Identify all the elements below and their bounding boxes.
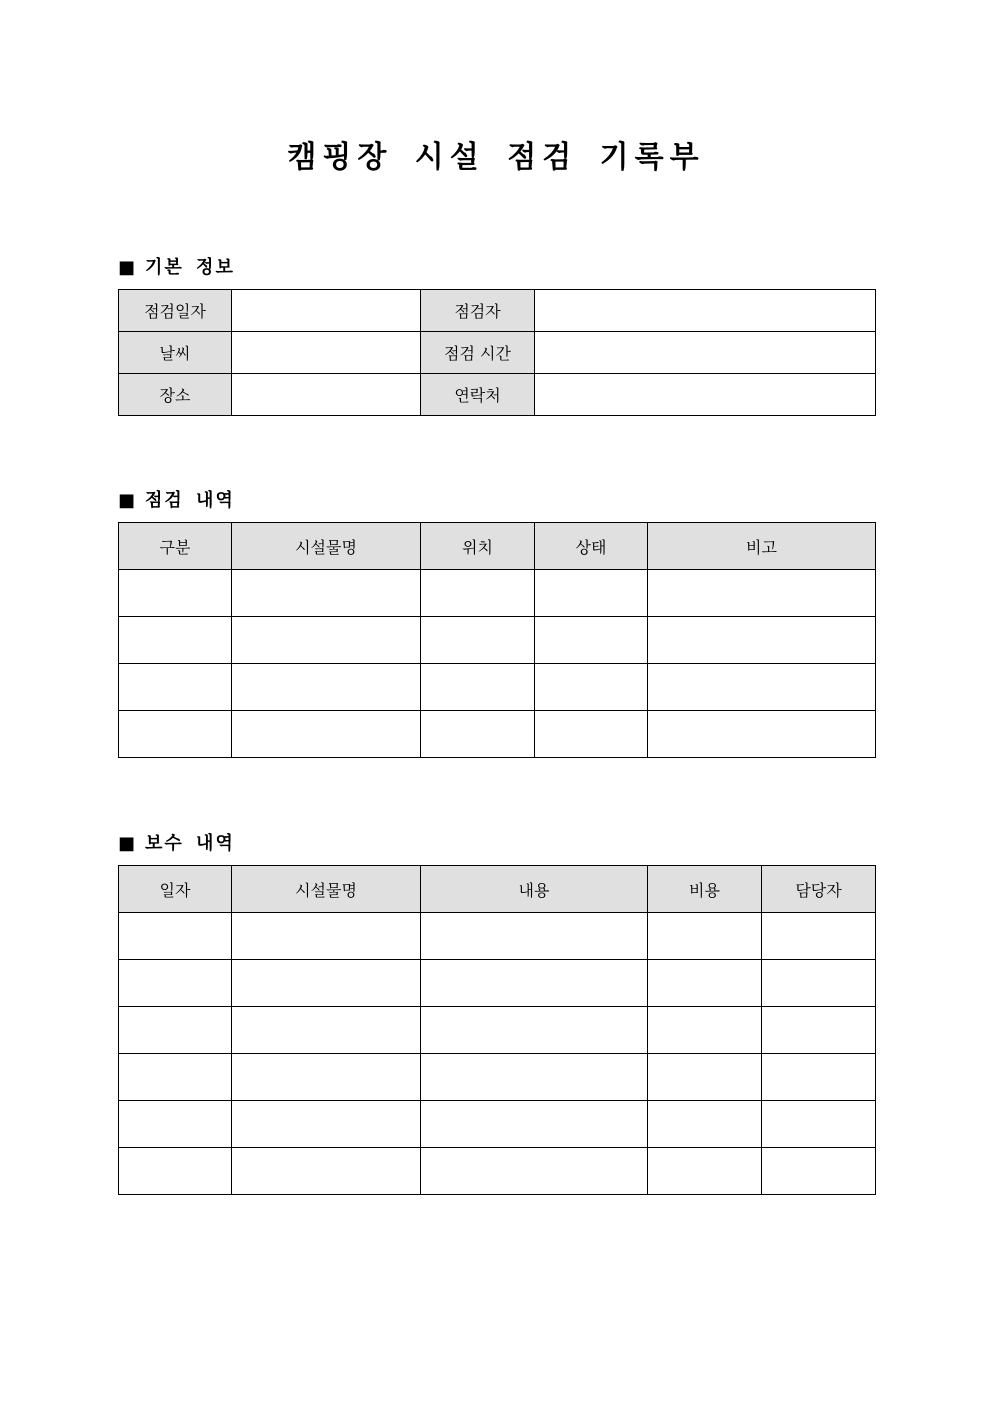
header-position: 위치 [421, 523, 535, 570]
page-title: 캠핑장 시설 점검 기록부 [287, 140, 705, 175]
label-location: 장소 [119, 374, 232, 416]
table-cell[interactable] [232, 960, 421, 1007]
table-row [119, 960, 876, 1007]
table-cell[interactable] [421, 711, 535, 758]
table-cell[interactable] [119, 711, 232, 758]
table-cell[interactable] [648, 913, 762, 960]
header-cost: 비용 [648, 866, 762, 913]
section-inspection-heading [118, 486, 235, 512]
table-cell[interactable] [232, 664, 421, 711]
table-header-row [119, 523, 876, 570]
table-cell[interactable] [232, 617, 421, 664]
section-heading-label: 기본 정보 [145, 257, 235, 278]
table-cell[interactable] [421, 1101, 648, 1148]
table-row [119, 332, 876, 374]
section-heading-label: 점검 내역 [145, 490, 235, 511]
field-location[interactable] [232, 374, 421, 416]
table-cell[interactable] [421, 664, 535, 711]
table-cell[interactable] [648, 1007, 762, 1054]
table-header-row [119, 866, 876, 913]
section-basic-info-heading [118, 253, 235, 279]
table-cell[interactable] [535, 570, 648, 617]
header-date: 일자 [119, 866, 232, 913]
table-cell[interactable] [232, 1054, 421, 1101]
label-inspection-date: 점검일자 [119, 290, 232, 332]
table-cell[interactable] [421, 960, 648, 1007]
repair-table [118, 865, 876, 1195]
table-cell[interactable] [232, 1101, 421, 1148]
table-cell[interactable] [648, 1101, 762, 1148]
table-cell[interactable] [119, 570, 232, 617]
section-heading-label: 보수 내역 [145, 833, 235, 854]
table-cell[interactable] [762, 1007, 876, 1054]
field-weather[interactable] [232, 332, 421, 374]
header-status: 상태 [535, 523, 648, 570]
table-row [119, 1007, 876, 1054]
table-row [119, 570, 876, 617]
table-cell[interactable] [119, 1101, 232, 1148]
table-row [119, 617, 876, 664]
field-inspector[interactable] [535, 290, 876, 332]
table-row [119, 290, 876, 332]
table-row [119, 1101, 876, 1148]
section-repair-heading [118, 829, 235, 855]
table-cell[interactable] [119, 1054, 232, 1101]
label-inspector: 점검자 [421, 290, 535, 332]
table-row [119, 913, 876, 960]
table-row [119, 711, 876, 758]
table-row [119, 664, 876, 711]
table-cell[interactable] [232, 570, 421, 617]
label-weather: 날씨 [119, 332, 232, 374]
table-cell[interactable] [535, 711, 648, 758]
table-cell[interactable] [648, 617, 876, 664]
table-cell[interactable] [421, 913, 648, 960]
header-content: 내용 [421, 866, 648, 913]
inspection-table [118, 522, 876, 758]
table-cell[interactable] [648, 1148, 762, 1195]
table-cell[interactable] [648, 711, 876, 758]
table-row [119, 1148, 876, 1195]
field-inspection-date[interactable] [232, 290, 421, 332]
table-cell[interactable] [421, 1007, 648, 1054]
table-cell[interactable] [762, 960, 876, 1007]
table-cell[interactable] [762, 913, 876, 960]
table-cell[interactable] [119, 664, 232, 711]
table-cell[interactable] [119, 960, 232, 1007]
table-cell[interactable] [421, 1148, 648, 1195]
basic-info-table [118, 289, 876, 416]
table-cell[interactable] [421, 1054, 648, 1101]
header-person-in-charge: 담당자 [762, 866, 876, 913]
table-cell[interactable] [648, 664, 876, 711]
table-cell[interactable] [421, 570, 535, 617]
label-contact: 연락처 [421, 374, 535, 416]
table-cell[interactable] [762, 1054, 876, 1101]
table-row [119, 374, 876, 416]
table-cell[interactable] [762, 1101, 876, 1148]
table-cell[interactable] [119, 1148, 232, 1195]
header-facility-name: 시설물명 [232, 523, 421, 570]
label-inspection-time: 점검 시간 [421, 332, 535, 374]
square-bullet-icon: ■ [118, 833, 138, 854]
table-cell[interactable] [648, 1054, 762, 1101]
table-row [119, 1054, 876, 1101]
square-bullet-icon: ■ [118, 490, 138, 511]
table-cell[interactable] [119, 1007, 232, 1054]
table-cell[interactable] [119, 913, 232, 960]
table-cell[interactable] [232, 1007, 421, 1054]
field-inspection-time[interactable] [535, 332, 876, 374]
header-remarks: 비고 [648, 523, 876, 570]
table-cell[interactable] [232, 1148, 421, 1195]
table-cell[interactable] [232, 711, 421, 758]
table-cell[interactable] [535, 617, 648, 664]
table-cell[interactable] [648, 570, 876, 617]
field-contact[interactable] [535, 374, 876, 416]
table-cell[interactable] [762, 1148, 876, 1195]
table-cell[interactable] [421, 617, 535, 664]
table-cell[interactable] [648, 960, 762, 1007]
square-bullet-icon: ■ [118, 257, 138, 278]
header-facility-name: 시설물명 [232, 866, 421, 913]
table-cell[interactable] [535, 664, 648, 711]
table-cell[interactable] [232, 913, 421, 960]
header-category: 구분 [119, 523, 232, 570]
table-cell[interactable] [119, 617, 232, 664]
